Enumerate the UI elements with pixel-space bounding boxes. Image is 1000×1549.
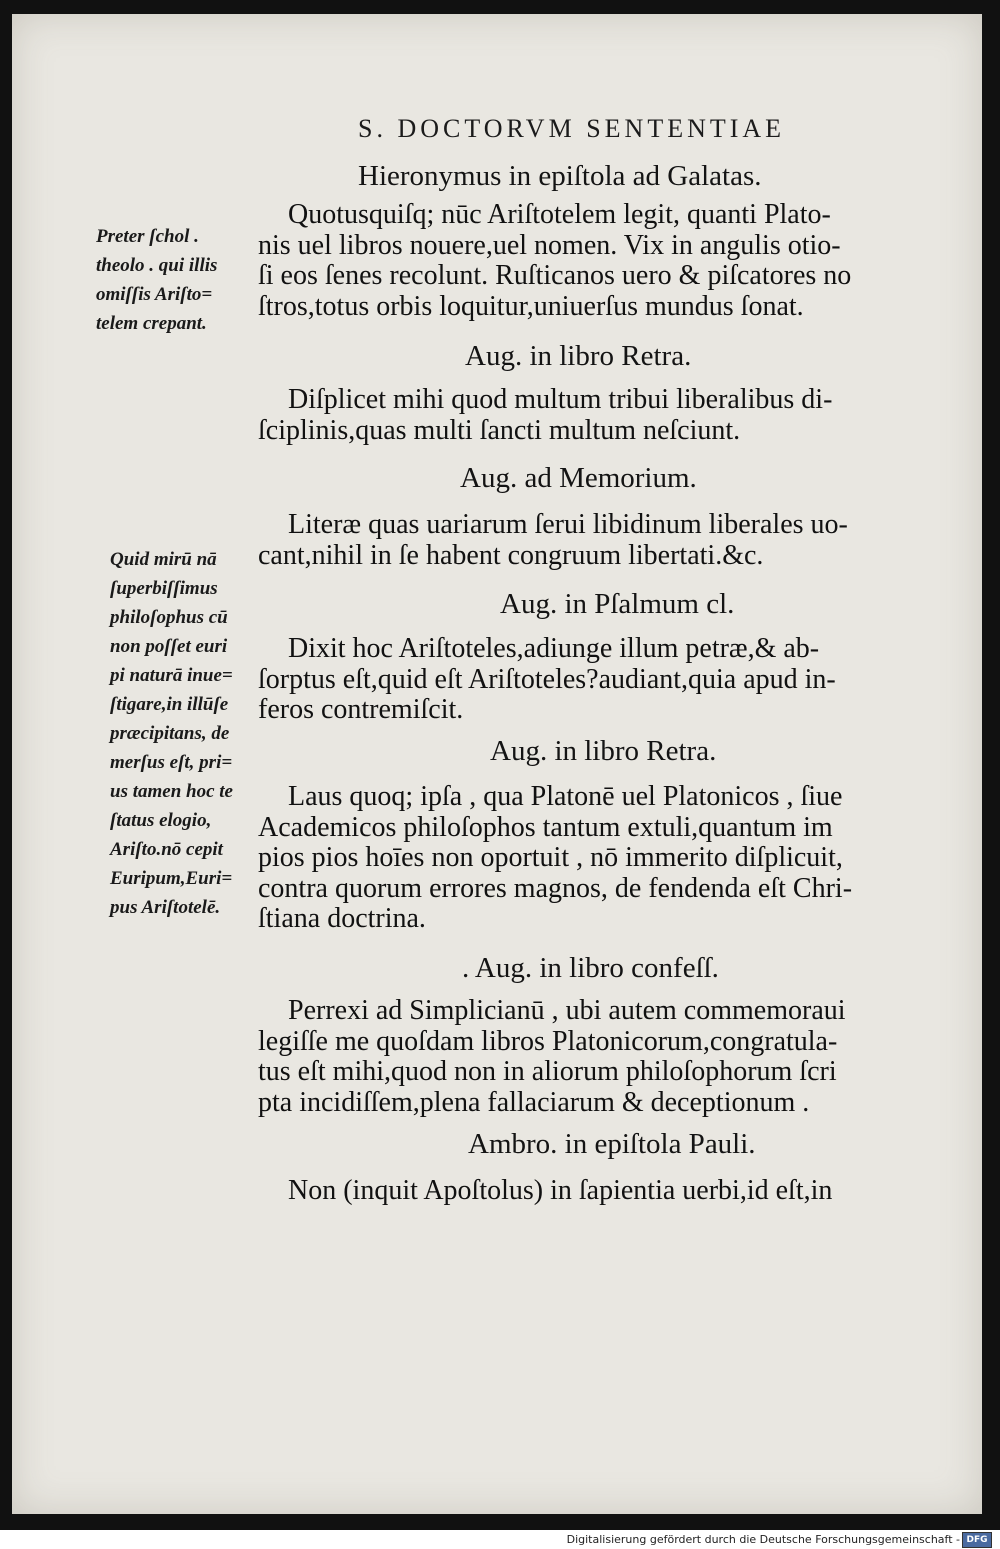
note-line: ſtigare,in illūſe — [110, 694, 229, 715]
text-line: ſi eos ſenes recolunt. Ruſticanos uero & piſcatores no — [258, 260, 852, 291]
section-text — [258, 634, 938, 726]
dfg-logo-icon: DFG — [962, 1532, 992, 1548]
section-heading: Aug. in libro Retra. — [490, 735, 717, 767]
text-line: Perrexi ad Simplicianū , ubi autem commemoraui — [288, 995, 846, 1026]
text-line: Academicos philoſophos tantum extuli,quantum im — [258, 811, 833, 843]
text-line: Laus quoq; ipſa , qua Platonē uel Platonicos , ſiue — [288, 781, 843, 812]
note-line: merſus eſt, pri= — [110, 752, 233, 773]
text-line: legiſſe me quoſdam libros Platonicorum,congratula- — [258, 1025, 838, 1057]
note-line: pus Ariſtotelē. — [110, 897, 221, 918]
note-line: Quid mirū nā — [110, 549, 217, 570]
section-text — [258, 996, 938, 1118]
text-line: pios pios hoīes non oportuit , nō immerito diſplicuit, — [258, 842, 843, 873]
text-line: ſorptus eſt,quid eſt Ariſtoteles?audiant,quia apud in- — [258, 663, 836, 695]
text-line: Non (inquit Apoſtolus) in ſapientia uerbi,id eſt,in — [288, 1175, 833, 1206]
note-line: omiſſis Ariſto= — [96, 284, 213, 305]
section-heading: Aug. ad Memorium. — [460, 462, 697, 494]
section-heading: Hieronymus in epiſtola ad Galatas. — [358, 160, 762, 192]
text-line: Quotusquiſq; nūc Ariſtotelem legit, quanti Plato- — [288, 199, 831, 230]
note-line: ſtatus elogio, — [110, 810, 212, 831]
text-line: pta incidiſſem,plena fallaciarum & deceptionum . — [258, 1086, 810, 1118]
note-line: Euripum,Euri= — [110, 868, 233, 889]
section-heading: Aug. in libro Retra. — [465, 340, 692, 372]
text-line: ſtiana doctrina. — [258, 903, 426, 934]
note-line: us tamen hoc te — [110, 781, 233, 802]
note-line: Preter ſchol . — [96, 226, 199, 247]
note-line: præcipitans, de — [110, 723, 230, 744]
text-line: contra quorum errores magnos, de fendenda eſt Chri- — [258, 872, 853, 904]
section-text — [258, 1176, 938, 1207]
section-text — [258, 200, 938, 322]
note-line: non poſſet euri — [110, 636, 228, 657]
text-line: Dixit hoc Ariſtoteles,adiunge illum petræ,& ab- — [288, 633, 820, 664]
section-text — [258, 385, 938, 446]
running-header: S. DOCTORVM SENTENTIAE — [358, 114, 786, 143]
note-line: Ariſto.nō cepit — [110, 839, 223, 860]
text-line: cant,nihil in ſe habent congruum libertati.&c. — [258, 539, 764, 571]
note-line: ſuperbiſſimus — [110, 578, 218, 599]
section-heading: Ambro. in epiſtola Pauli. — [468, 1128, 756, 1160]
note-line: telem crepant. — [96, 313, 207, 334]
text-line: tus eſt mihi,quod non in aliorum philoſophorum ſcri — [258, 1056, 837, 1087]
text-line: Diſplicet mihi quod multum tribui liberalibus di- — [288, 384, 833, 415]
text-line: ſtros,totus orbis loquitur,uniuerſus mundus ſonat. — [258, 290, 804, 322]
text-line: nis uel libros nouere,uel nomen. Vix in angulis otio- — [258, 229, 841, 261]
marginal-note — [96, 222, 266, 338]
section-heading: Aug. in Pſalmum cl. — [500, 588, 735, 620]
note-line: pi naturā inue= — [110, 665, 233, 686]
section-heading: . Aug. in libro confeſſ. — [462, 952, 719, 984]
section-text — [258, 782, 938, 935]
note-line: philoſophus cū — [110, 607, 228, 628]
marginal-note — [110, 545, 280, 922]
footer-credit: Digitalisierung gefördert durch die Deutsche Forschungsgemeinschaft - — [566, 1533, 960, 1546]
text-line: feros contremiſcit. — [258, 694, 464, 725]
section-text — [258, 510, 938, 571]
text-line: Literæ quas uariarum ſerui libidinum liberales uo- — [288, 509, 848, 540]
note-line: theolo . qui illis — [96, 255, 218, 276]
text-line: ſciplinis,quas multi ſancti multum neſciunt. — [258, 414, 741, 446]
